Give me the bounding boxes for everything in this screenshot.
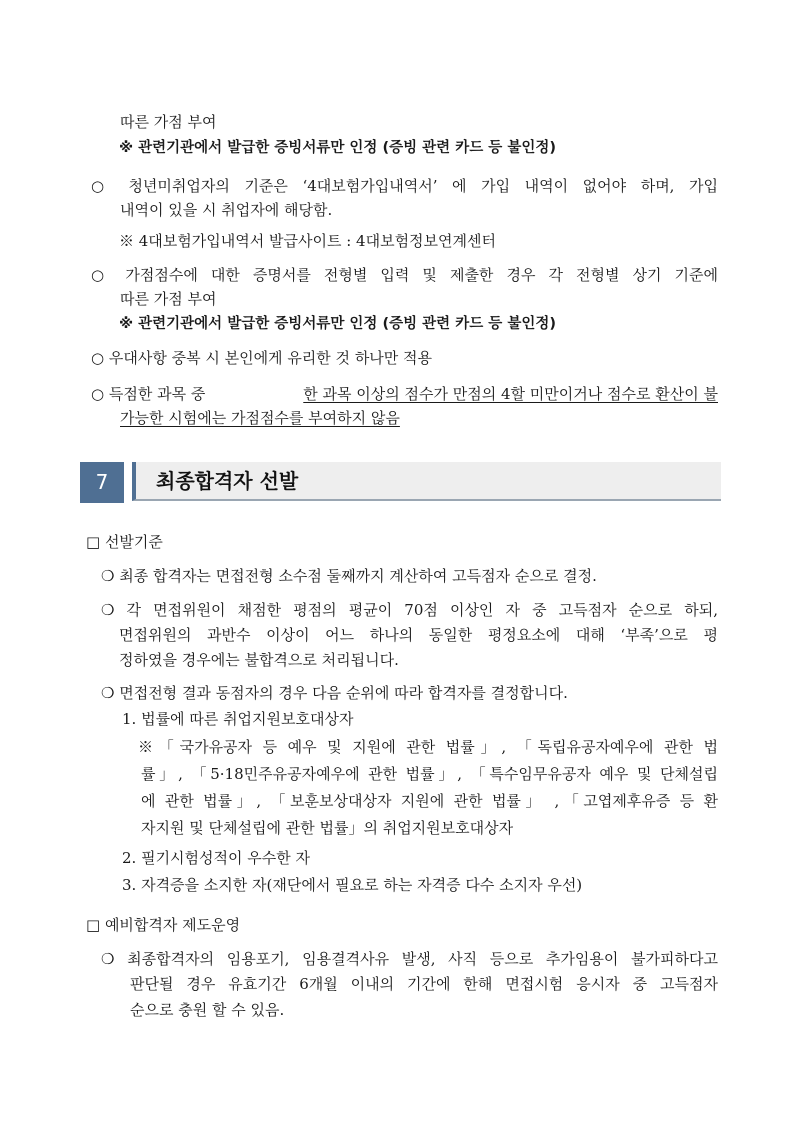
note-bold-line: ※ 관련기관에서 발급한 증빙서류만 인정 (증빙 관련 카드 등 불인정) [119, 140, 556, 156]
text-line: 판단될 경우 유효기간 6개월 이내의 기간에 한해 면접시험 응시자 중 고득점자 [130, 975, 718, 993]
bullet-item: ❍ 면접전형 결과 동점자의 경우 다음 순위에 따라 합격자를 결정합니다. [101, 684, 568, 702]
bullet-item [91, 384, 718, 404]
bullet-item: ○ 가점점수에 대한 증명서를 전형별 입력 및 제출한 경우 각 전형별 상기 기준에 [91, 266, 718, 284]
section-number: 7 [80, 462, 124, 503]
numbered-item: 2. 필기시험성적이 우수한 자 [122, 849, 311, 867]
bullet-item: ❍ 최종 합격자는 면접전형 소수점 둘째까지 계산하여 고득점자 순으로 결정. [101, 567, 597, 585]
note-line: 자지원 및 단체설립에 관한 법률」의 취업지원보호대상자 [141, 819, 514, 837]
note-line: 에 관한 법률」, 「보훈보상대상자 지원에 관한 법률」 ,「고엽제후유증 등 환 [141, 792, 718, 810]
bullet-item: ○ 청년미취업자의 기준은 ‘4대보험가입내역서’ 에 가입 내역이 없어야 하며, 가입 [91, 177, 718, 195]
section-title: 최종합격자 선발 [156, 469, 299, 493]
bullet-item: ❍ 각 면접위원이 채점한 평점의 평균이 70점 이상인 자 중 고득점자 순으로 하되, [101, 601, 718, 619]
text-line: 면접위원의 과반수 이상이 어느 하나의 동일한 평정요소에 대해 ‘부족’으로 평 [119, 626, 718, 644]
note-line: ※「국가유공자 등 예우 및 지원에 관한 법률」, 「독립유공자예우에 관한 법 [138, 738, 718, 756]
text-line: 정하였을 경우에는 불합격으로 처리됩니다. [119, 651, 399, 669]
bullet-item: ❍ 최종합격자의 임용포기, 임용결격사유 발생, 사직 등으로 추가임용이 불가피하다고 [101, 950, 718, 968]
underlined-text: 가능한 시험에는 가점점수를 부여하지 않음 [120, 409, 400, 427]
text-line: 따른 가점 부여 [120, 290, 217, 308]
text-line: 따른 가점 부여 [120, 113, 217, 131]
underlined-text: 한 과목 이상의 점수가 만점의 4할 미만이거나 점수로 환산이 불 [303, 385, 718, 403]
text-line: 순으로 충원 할 수 있음. [130, 1001, 285, 1019]
subsection-heading: □ 예비합격자 제도운영 [86, 916, 241, 934]
note-line: ※ 4대보험가입내역서 발급사이트 : 4대보험정보연계센터 [119, 232, 496, 250]
section-title-bar [132, 462, 721, 501]
bullet-item-lead: ○ 득점한 과목 중 [91, 385, 211, 403]
bullet-item: ○ 우대사항 중복 시 본인에게 유리한 것 하나만 적용 [91, 349, 433, 367]
numbered-item: 1. 법률에 따른 취업지원보호대상자 [122, 710, 354, 728]
note-line: 률」, 「5·18민주유공자예우에 관한 법률」, 「특수임무유공자 예우 및 단체설립 [141, 765, 718, 783]
note-bold-line: ※ 관련기관에서 발급한 증빙서류만 인정 (증빙 관련 카드 등 불인정) [119, 316, 556, 332]
text-line: 내역이 있을 시 취업자에 해당함. [120, 201, 333, 219]
numbered-item: 3. 자격증을 소지한 자(재단에서 필요로 하는 자격증 다수 소지자 우선) [122, 876, 583, 894]
subsection-heading: □ 선발기준 [86, 533, 163, 551]
